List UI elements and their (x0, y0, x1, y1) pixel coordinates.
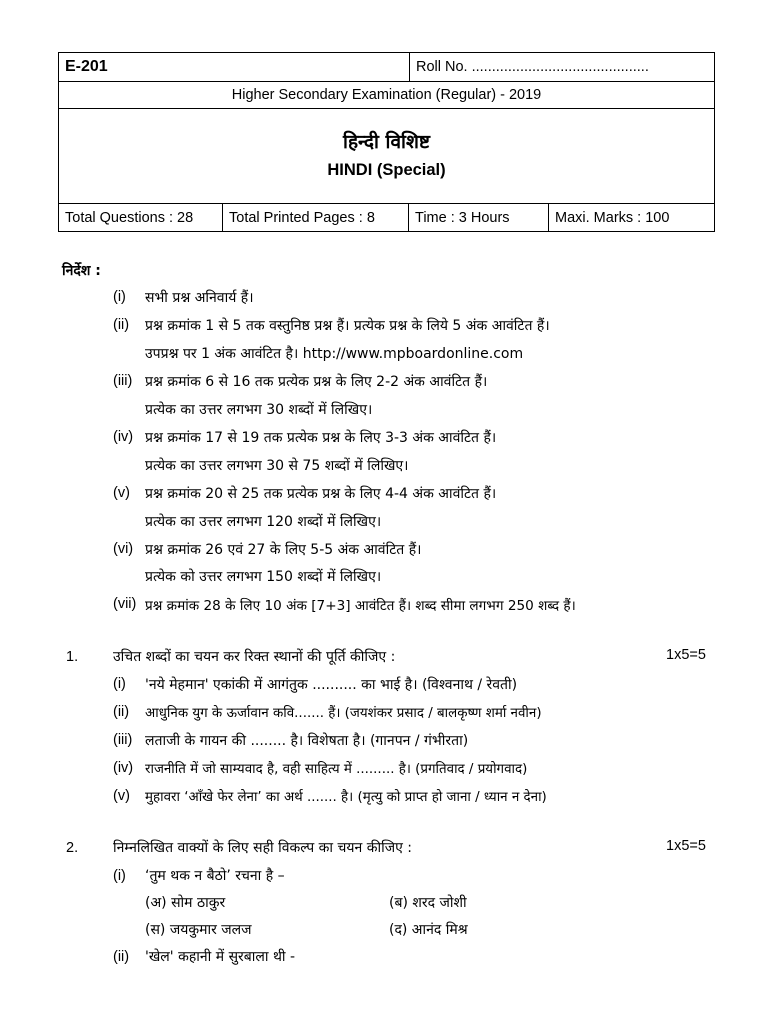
subject-title-hindi: हिन्दी विशिष्ट (343, 130, 430, 153)
instruction-line: प्रश्न क्रमांक 20 से 25 तक प्रत्येक प्रश्न के लिए 4-4 अंक आवंटित हैं। (145, 486, 497, 502)
part-number: (i) (113, 676, 126, 692)
part-number: (i) (113, 868, 126, 884)
header-row-details (59, 204, 714, 231)
instruction-line: उपप्रश्न पर 1 अंक आवंटित है। http://www.mpboardonline.com (145, 346, 524, 362)
exam-time: Time : 3 Hours (408, 204, 548, 231)
instruction-number: (v) (113, 485, 130, 501)
instructions-heading: निर्देश : (62, 263, 101, 279)
max-marks: Maxi. Marks : 100 (548, 204, 714, 231)
instruction-line: प्रत्येक का उत्तर लगभग 30 शब्दों में लिखिए। (145, 402, 373, 418)
instruction-number: (iv) (113, 429, 134, 445)
instruction-line: प्रत्येक को उत्तर लगभग 150 शब्दों में लिखिए। (145, 569, 382, 585)
part-number: (ii) (113, 704, 130, 720)
instruction-number: (iii) (113, 373, 133, 389)
part-number: (v) (113, 788, 130, 804)
instruction-number: (i) (113, 289, 126, 305)
subject-title-english: HINDI (Special) (327, 160, 446, 179)
option-a: (अ) सोम ठाकुर (145, 895, 226, 911)
part-text: आधुनिक युग के ऊर्जावान कवि....... हैं। (जयशंकर प्रसाद / बालकृष्ण शर्मा नवीन) (145, 706, 542, 721)
instruction-line: सभी प्रश्न अनिवार्य हैं। (145, 290, 254, 306)
question-marks: 1x5=5 (666, 838, 706, 854)
question-number: 1. (66, 649, 79, 665)
exam-name: Higher Secondary Examination (Regular) - 2019 (59, 82, 714, 109)
instruction-line: प्रत्येक का उत्तर लगभग 30 से 75 शब्दों में लिखिए। (145, 458, 409, 474)
part-text: लताजी के गायन की ........ है। विशेषता है। (गानपन / गंभीरता) (145, 733, 469, 749)
part-number: (ii) (113, 949, 130, 965)
option-b: (ब) शरद जोशी (389, 895, 467, 911)
instruction-number: (ii) (113, 317, 130, 333)
part-text: 'नये मेहमान' एकांकी में आगंतुक .......... का भाई है। (विश्वनाथ / रेवती) (145, 677, 518, 693)
paper-code: E-201 (65, 58, 108, 75)
question-marks: 1x5=5 (666, 647, 706, 663)
exam-header-table (58, 52, 715, 232)
subject-title-block (59, 109, 714, 204)
question-text: निम्नलिखित वाक्यों के लिए सही विकल्प का चयन कीजिए : (113, 840, 413, 856)
instruction-line: प्रश्न क्रमांक 1 से 5 तक वस्तुनिष्ठ प्रश्न हैं। प्रत्येक प्रश्न के लिये 5 अंक आवंटित हैं। (145, 318, 550, 334)
header-row-code (59, 53, 714, 82)
question-number: 2. (66, 840, 79, 856)
instruction-line: प्रश्न क्रमांक 6 से 16 तक प्रत्येक प्रश्न के लिए 2-2 अंक आवंटित हैं। (145, 374, 488, 390)
part-text: 'खेल' कहानी में सुरबाला थी - (145, 949, 296, 965)
total-questions: Total Questions : 28 (65, 209, 194, 226)
question-text: उचित शब्दों का चयन कर रिक्त स्थानों की पूर्ति कीजिए : (113, 649, 396, 665)
option-d: (द) आनंद मिश्र (389, 922, 468, 938)
instruction-line: प्रश्न क्रमांक 26 एवं 27 के लिए 5-5 अंक आवंटित हैं। (145, 542, 422, 558)
instruction-line: प्रश्न क्रमांक 28 के लिए 10 अंक [7+3] आवंटित हैं। शब्द सीमा लगभग 250 शब्द हैं। (145, 598, 576, 614)
part-text: मुहावरा ‘आँखे फेर लेना’ का अर्थ ....... है। (मृत्यु को प्राप्त हो जाना / ध्यान न देना) (145, 790, 547, 805)
roll-number-field: Roll No. ............................................ (409, 53, 714, 81)
instruction-number: (vi) (113, 541, 134, 557)
instruction-number: (vii) (113, 596, 137, 612)
part-number: (iii) (113, 732, 133, 748)
option-c: (स) जयकुमार जलज (145, 922, 252, 938)
instruction-line: प्रश्न क्रमांक 17 से 19 तक प्रत्येक प्रश्न के लिए 3-3 अंक आवंटित हैं। (145, 430, 497, 446)
part-text: राजनीति में जो साम्यवाद है, वही साहित्य में ......... है। (प्रगतिवाद / प्रयोगवाद) (145, 762, 528, 777)
total-pages: Total Printed Pages : 8 (222, 204, 408, 231)
part-number: (iv) (113, 760, 134, 776)
instruction-line: प्रत्येक का उत्तर लगभग 120 शब्दों में लिखिए। (145, 514, 382, 530)
part-text: ‘तुम थक न बैठो’ रचना है – (145, 868, 285, 884)
